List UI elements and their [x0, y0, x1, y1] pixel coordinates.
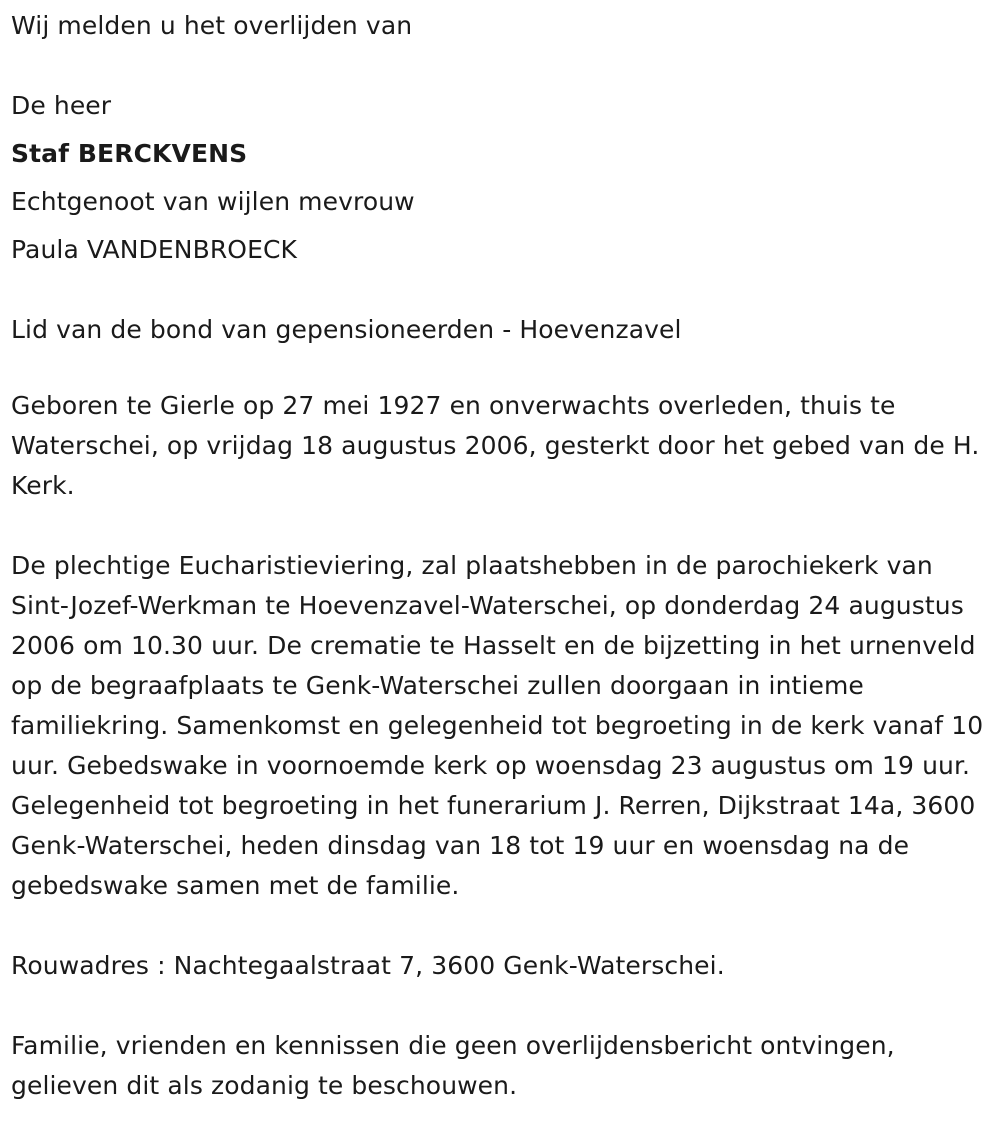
spacer	[11, 50, 986, 82]
intro-text: Wij melden u het overlijden van	[11, 11, 413, 40]
birth-death-paragraph: Geboren te Gierle op 27 mei 1927 en onverwachts overleden, thuis te Waterschei, op vrijdag 18 augustus 2006, gesterkt door het gebed van de H. Kerk.	[11, 391, 980, 500]
spacer	[11, 506, 986, 546]
ceremony-paragraph: De plechtige Eucharistieviering, zal plaatshebben in de parochiekerk van Sint-Jozef-Werkman te Hoevenzavel-Waterschei, op donderdag 24 augustus 2006 om 10.30 uur. De crematie te Hasselt en de bijzetting in het urnenveld op de begraafplaats te Genk-Waterschei zullen doorgaan in intieme familiekring. Samenkomst en gelegenheid tot begroeting in de kerk vanaf 10 uur. Gebedswake in voornoemde kerk op woensdag 23 augustus om 19 uur. Gelegenheid tot begroeting in het funerarium J. Rerren, Dijkstraat 14a, 3600 Genk-Waterschei, heden dinsdag van 18 tot 19 uur en woensdag na de gebedswake samen met de familie.	[11, 551, 984, 900]
address-text: Rouwadres : Nachtegaalstraat 7, 3600 Genk-Waterschei.	[11, 951, 725, 980]
spouse-name: Paula VANDENBROECK	[11, 235, 298, 264]
spacer	[11, 906, 986, 946]
closing-paragraph: Familie, vrienden en kennissen die geen overlijdensbericht ontvingen, gelieven dit als zodanig te beschouwen.	[11, 1031, 895, 1100]
spacer	[11, 986, 986, 1026]
membership-text: Lid van de bond van gepensioneerden - Hoevenzavel	[11, 315, 682, 344]
spacer	[11, 354, 986, 386]
deceased-name: Staf BERCKVENS	[11, 139, 248, 168]
title-text: De heer	[11, 91, 112, 120]
spacer	[11, 274, 986, 306]
obituary-notice	[11, 0, 986, 1106]
relation-text: Echtgenoot van wijlen mevrouw	[11, 187, 415, 216]
